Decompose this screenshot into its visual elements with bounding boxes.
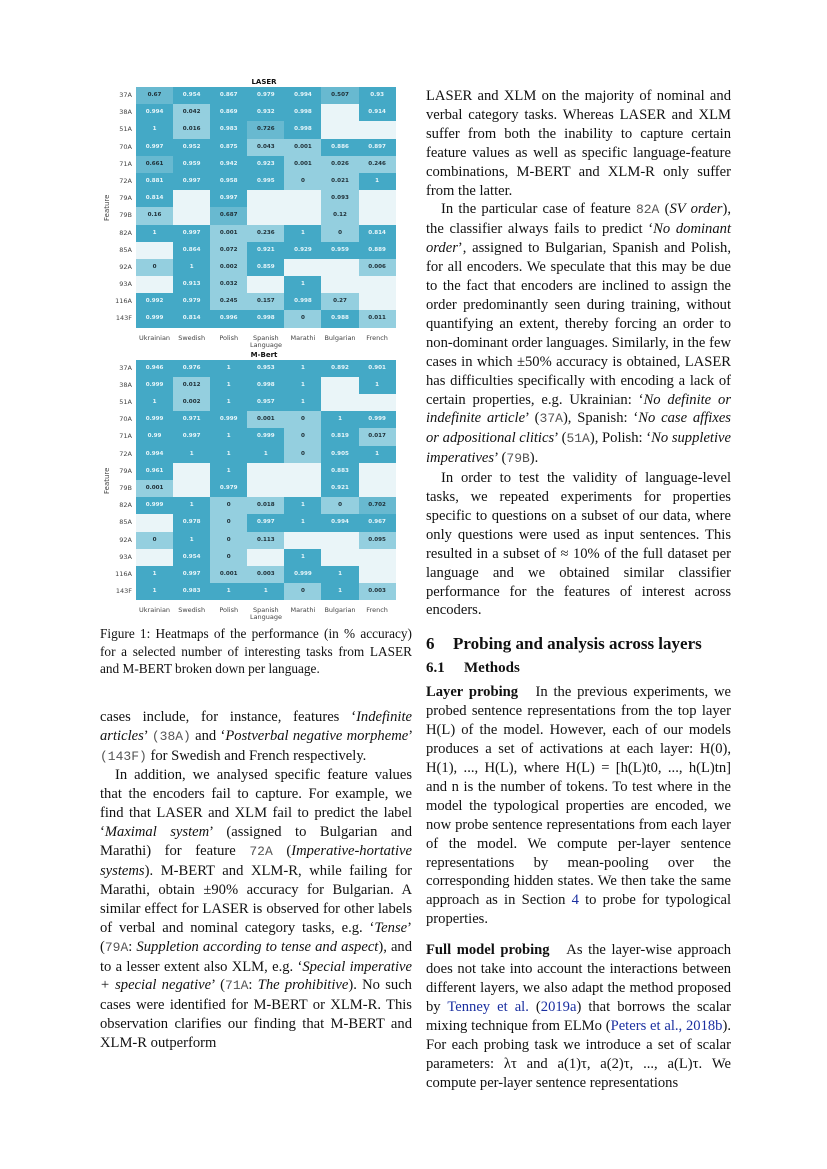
- right-paragraph-2: In the particular case of feature 82A (SV order), the classifier always fails to predict ‘No dominant order’, assigned to Bulgarian, Spanish and Polish, for all encoders. We speculate that this may be due to the fact that encoders are inclined to assign the order predominantly seen during training, without quantifying an extent, thereby forcing an order to non-dominant order languages. Similarly, in the few cases in which ±50% accuracy is obtained, LASER has difficulties specifically with encoding a lack of certain properties, e.g. Ukrainian: ‘No definite or indefinite article’ (37A), Spanish: ‘No case affixes or adpositional clitics’ (51A), Polish: ‘No suppletive imperatives’ (79B).: [426, 201, 732, 467]
- heatmap-cell: 1: [284, 360, 321, 377]
- feature-code: 82A: [635, 202, 660, 218]
- heatmap-cell: 0.954: [173, 87, 210, 104]
- section-link[interactable]: 4: [571, 892, 579, 909]
- heatmap-cell: 0.236: [247, 225, 284, 242]
- heatmap-cell: 0.897: [359, 139, 396, 156]
- heatmap-cell: 0.995: [247, 173, 284, 190]
- heatmap-cell: 0.661: [136, 156, 173, 173]
- heatmap-cell: 0.998: [284, 293, 321, 310]
- full-model-probing-paragraph: Full model probing As the layer-wise approach does not take into account the interactions between different layers, we also adapt the method proposed by Tenney et al. (2019a) that borrows the scalar mixing technique from ELMo (Peters et al., 2018b). For each probing task we introduce a set of scalar parameters: λτ and a(1)τ, a(2)τ, ..., a(L)τ. We compute per-layer sentence representations: [426, 942, 732, 1091]
- heatmap-cell: [359, 566, 396, 583]
- heatmap-cell: 0.886: [321, 139, 358, 156]
- y-tick-label: 85A: [119, 245, 132, 254]
- heatmap-cell: 0.979: [210, 480, 247, 497]
- left-column: [100, 78, 412, 1053]
- y-tick-label: 79B: [119, 483, 132, 492]
- heatmap-cell: 1: [284, 497, 321, 514]
- heatmap-cell: 0.881: [136, 173, 173, 190]
- heatmap-cell: [284, 480, 321, 497]
- heatmap-cell: 0.998: [247, 310, 284, 327]
- heatmap-mbert: [100, 351, 412, 622]
- heatmap-cell: 0.001: [284, 139, 321, 156]
- heatmap-cell: 0.999: [247, 428, 284, 445]
- heatmap-cell: [136, 549, 173, 566]
- y-tick-label: 51A: [119, 398, 132, 406]
- heatmap-cell: [173, 463, 210, 480]
- heatmap-cell: 0.021: [321, 173, 358, 190]
- y-tick-label: 143F: [115, 587, 132, 596]
- heatmap-cell: 0.67: [136, 87, 173, 104]
- heatmap-cell: 1: [173, 532, 210, 549]
- heatmap-cell: 0.018: [247, 497, 284, 514]
- heatmap-grid: [136, 87, 396, 328]
- heatmap-cell: [247, 207, 284, 224]
- heatmap-cell: [359, 293, 396, 310]
- x-tick-label: Spanish: [252, 606, 279, 615]
- heatmap-cell: 0.043: [247, 139, 284, 156]
- heatmap-cell: 0.883: [321, 463, 358, 480]
- x-axis-label: Language: [249, 340, 283, 349]
- heatmap-cell: 0.946: [136, 360, 173, 377]
- heatmap-cell: 0: [210, 497, 247, 514]
- y-tick-label: 79A: [119, 194, 132, 203]
- heatmap-cell: 0.702: [359, 497, 396, 514]
- heatmap-cell: 0.976: [173, 360, 210, 377]
- heatmap-cell: [284, 463, 321, 480]
- heatmap-cell: [136, 242, 173, 259]
- left-paragraph-2: In addition, we analysed specific feature values that the encoders fail to capture. For example, we find that LASER and XLM fail to predict the label ‘Maximal system’ (assigned to Bulgarian and Marathi) for feature 72A (Imperative-hortative systems). M-BERT and XLM-R, while failing for Marathi, obtain ±90% accuracy for Bulgarian. A similar effect for LASER is observed for other labels of verbal and nominal category tasks, e.g. ‘Tense’ (79A: Suppletion according to tense and aspect), and to a lesser extent also XLM, e.g. ‘Special imperative + special negative’ (71A: The prohibitive). No such cases were identified for M-BERT or XLM-R. This observation clarifies our finding that M-BERT and XLM-R outperform: [100, 767, 413, 1052]
- heatmap-cell: [321, 104, 358, 121]
- heatmap-cell: [247, 480, 284, 497]
- heatmap-cell: 0.999: [136, 497, 173, 514]
- heatmap-cell: 1: [284, 377, 321, 394]
- heatmap-cell: [173, 190, 210, 207]
- heatmap-cell: 0.978: [173, 514, 210, 531]
- heatmap-cell: 1: [321, 583, 358, 600]
- heatmap-cell: 0.996: [210, 310, 247, 327]
- heatmap-cell: 0.961: [136, 463, 173, 480]
- heatmap-cell: 0.994: [136, 446, 173, 463]
- y-tick-label: 70A: [119, 142, 132, 151]
- heatmap-cell: 1: [284, 225, 321, 242]
- heatmap-cell: 0.095: [359, 532, 396, 549]
- heatmap-cell: 0.12: [321, 207, 358, 224]
- heatmap-cell: [321, 276, 358, 293]
- heatmap-cell: 0.997: [173, 225, 210, 242]
- heatmap-cell: 0: [284, 583, 321, 600]
- heatmap-cell: [359, 276, 396, 293]
- y-tick-label: 79A: [119, 466, 132, 475]
- heatmap-cell: 0.999: [136, 310, 173, 327]
- heatmap-cell: 0.875: [210, 139, 247, 156]
- section-heading: 6 Probing and analysis across layers: [426, 634, 702, 654]
- citation-link[interactable]: 2019a: [540, 998, 577, 1015]
- heatmap-cell: 1: [284, 514, 321, 531]
- heatmap-cell: [321, 377, 358, 394]
- heatmap-cell: [321, 549, 358, 566]
- heatmap-cell: 0.012: [173, 377, 210, 394]
- heatmap-cell: 0.157: [247, 293, 284, 310]
- heatmap-cell: 0.814: [136, 190, 173, 207]
- heatmap-cell: [136, 514, 173, 531]
- x-tick-label: Bulgarian: [324, 333, 356, 342]
- heatmap-cell: 0: [321, 497, 358, 514]
- heatmap-cell: 1: [210, 463, 247, 480]
- y-tick-label: 85A: [119, 518, 132, 527]
- y-axis-label: Feature: [103, 194, 111, 222]
- x-tick-label: French: [366, 333, 388, 342]
- y-tick-label: 71A: [119, 159, 132, 168]
- x-tick-label: French: [366, 606, 388, 615]
- heatmap-cell: 0.901: [359, 360, 396, 377]
- heatmap-cell: 1: [284, 394, 321, 411]
- x-tick-label: Polish: [219, 606, 239, 615]
- heatmap-cell: 0.006: [359, 259, 396, 276]
- heatmap-cell: 0.093: [321, 190, 358, 207]
- heatmap-laser: [100, 78, 412, 349]
- heatmap-cell: 0.001: [284, 156, 321, 173]
- heatmap-cell: 0: [136, 259, 173, 276]
- heatmap-cell: 0.726: [247, 121, 284, 138]
- x-tick-label: Polish: [219, 333, 239, 342]
- y-tick-label: 143F: [115, 314, 132, 323]
- heatmap-cell: 0.93: [359, 87, 396, 104]
- y-tick-label: 92A: [119, 262, 132, 271]
- heatmap-cell: 1: [173, 497, 210, 514]
- y-tick-label: 116A: [115, 569, 132, 578]
- heatmap-cell: 1: [321, 411, 358, 428]
- heatmap-cell: 0.932: [247, 104, 284, 121]
- heatmap-cell: 0.997: [173, 428, 210, 445]
- feature-code: 79A: [104, 939, 129, 955]
- heatmap-cell: 1: [210, 583, 247, 600]
- heatmap-cell: [247, 190, 284, 207]
- heatmap-cell: [247, 549, 284, 566]
- heatmap-cell: [359, 190, 396, 207]
- heatmap-cell: [247, 463, 284, 480]
- heatmap-cell: 0.994: [321, 514, 358, 531]
- heatmap-cell: [247, 276, 284, 293]
- heatmap-cell: [136, 276, 173, 293]
- heatmap-cell: 0.913: [173, 276, 210, 293]
- heatmap-title: M-Bert: [250, 350, 278, 359]
- citation-link[interactable]: Tenney et al.: [447, 998, 529, 1015]
- heatmap-cell: 0.997: [173, 173, 210, 190]
- heatmap-cell: 0: [284, 446, 321, 463]
- heatmap-cell: 0.994: [136, 104, 173, 121]
- heatmap-cell: 0.914: [359, 104, 396, 121]
- heatmap-cell: 0.953: [247, 360, 284, 377]
- heatmap-cell: 1: [136, 225, 173, 242]
- heatmap-cell: 0.002: [173, 394, 210, 411]
- y-tick-label: 79B: [119, 211, 132, 220]
- heatmap-cell: [359, 394, 396, 411]
- x-tick-label: Bulgarian: [324, 606, 356, 615]
- y-tick-label: 37A: [119, 363, 132, 372]
- heatmap-cell: 0.99: [136, 428, 173, 445]
- heatmap-cell: [321, 121, 358, 138]
- heatmap-cell: [173, 480, 210, 497]
- x-tick-label: Ukrainian: [139, 333, 171, 342]
- y-tick-label: 72A: [119, 449, 132, 458]
- heatmap-cell: 1: [136, 583, 173, 600]
- heatmap-cell: 0.942: [210, 156, 247, 173]
- heatmap-cell: 1: [247, 583, 284, 600]
- y-tick-label: 82A: [119, 501, 132, 510]
- heatmap-cell: [284, 532, 321, 549]
- heatmap-cell: 0: [284, 173, 321, 190]
- heatmap-cell: 1: [210, 377, 247, 394]
- heatmap-cell: 0.011: [359, 310, 396, 327]
- heatmap-cell: 0.859: [247, 259, 284, 276]
- y-tick-label: 82A: [119, 228, 132, 237]
- y-tick-label: 71A: [119, 432, 132, 441]
- heatmap-cell: 1: [136, 394, 173, 411]
- heatmap-cell: 0.072: [210, 242, 247, 259]
- feature-code: 79B: [506, 451, 530, 467]
- heatmap-cell: 0.958: [210, 173, 247, 190]
- heatmap-cell: 0.979: [247, 87, 284, 104]
- heatmap-cell: 0.819: [321, 428, 358, 445]
- x-tick-label: Spanish: [252, 333, 279, 342]
- y-tick-label: 93A: [119, 280, 132, 289]
- heatmap-cell: 1: [210, 446, 247, 463]
- heatmap-cell: 1: [173, 259, 210, 276]
- heatmap-cell: [321, 532, 358, 549]
- heatmap-cell: [359, 207, 396, 224]
- heatmap-cell: 0.967: [359, 514, 396, 531]
- heatmap-cell: 0.003: [247, 566, 284, 583]
- heatmap-cell: 0.923: [247, 156, 284, 173]
- y-tick-label: 38A: [119, 380, 132, 389]
- heatmap-cell: 0.998: [284, 104, 321, 121]
- heatmap-cell: 0.983: [210, 121, 247, 138]
- heatmap-cell: 0.999: [210, 411, 247, 428]
- y-tick-label: 51A: [119, 125, 132, 134]
- heatmap-cell: 0.001: [210, 566, 247, 583]
- heatmap-cell: [284, 190, 321, 207]
- heatmap-cell: [284, 207, 321, 224]
- heatmap-cell: 0.979: [173, 293, 210, 310]
- heatmap-cell: 0.814: [359, 225, 396, 242]
- y-axis-label: Feature: [103, 467, 111, 495]
- heatmap-cell: 1: [284, 549, 321, 566]
- heatmap-cell: 0.113: [247, 532, 284, 549]
- subsection-heading: 6.1 Methods: [426, 660, 520, 677]
- heatmap-cell: 0.921: [247, 242, 284, 259]
- right-paragraph-1: LASER and XLM on the majority of nominal and verbal category tasks. Whereas LASER and XLM suffer from both the inability to capture certain feature values as well as specific language-feature combinations, M-BERT and XLM-R only suffer from the latter.: [426, 88, 731, 199]
- heatmap-cell: 0.246: [359, 156, 396, 173]
- heatmap-cell: 0: [136, 532, 173, 549]
- heatmap-cell: 1: [247, 446, 284, 463]
- left-paragraph-1: cases include, for instance, features ‘Indefinite articles’ (38A) and ‘Postverbal negative morpheme’ (143F) for Swedish and French respectively.: [100, 708, 412, 764]
- heatmap-cell: 0.001: [210, 225, 247, 242]
- heatmap-cell: 0.997: [136, 139, 173, 156]
- heatmap-cell: 1: [359, 377, 396, 394]
- heatmap-cell: [359, 121, 396, 138]
- heatmap-cell: 0.245: [210, 293, 247, 310]
- feature-code: 37A: [539, 411, 563, 427]
- heatmap-cell: 0.814: [173, 310, 210, 327]
- right-column: [426, 87, 731, 1092]
- heatmap-cell: [173, 207, 210, 224]
- figure-caption: Figure 1: Heatmaps of the performance (in % accuracy) for a selected number of interesting tasks from LASER and M-BERT broken down per language.: [100, 626, 412, 677]
- x-tick-label: Swedish: [178, 333, 206, 342]
- y-tick-label: 116A: [115, 297, 132, 306]
- heatmap-cell: 0.032: [210, 276, 247, 293]
- heatmap-cell: 0.026: [321, 156, 358, 173]
- citation-link[interactable]: Peters et al., 2018b: [610, 1017, 723, 1034]
- x-tick-label: Marathi: [290, 333, 316, 342]
- heatmap-cell: 0.999: [136, 411, 173, 428]
- heatmap-cell: 0.001: [247, 411, 284, 428]
- heatmap-cell: 0.929: [284, 242, 321, 259]
- heatmap-cell: 0.997: [173, 566, 210, 583]
- heatmap-cell: 1: [136, 566, 173, 583]
- heatmap-cell: 0.001: [136, 480, 173, 497]
- heatmap-cell: 0.864: [173, 242, 210, 259]
- heatmap-cell: 1: [210, 394, 247, 411]
- heatmap-cell: 0.997: [247, 514, 284, 531]
- heatmap-cell: 1: [321, 566, 358, 583]
- heatmap-cell: 1: [136, 121, 173, 138]
- heatmap-cell: 0.954: [173, 549, 210, 566]
- x-tick-label: Swedish: [178, 606, 206, 615]
- heatmap-cell: 0.889: [359, 242, 396, 259]
- heatmap-cell: 0.921: [321, 480, 358, 497]
- y-tick-label: 37A: [119, 91, 132, 99]
- right-paragraph-3: In order to test the validity of language-level tasks, we repeated experiments for properties specific to questions on a subset of our data, where only questions were used as input sentences. This resulted in a subset of ≈ 10% of the full dataset per language and we obtained similar classifier performance for the features of interest across encoders.: [426, 470, 731, 619]
- heatmap-cell: 1: [210, 360, 247, 377]
- heatmap-cell: 0.869: [210, 104, 247, 121]
- feature-code: (143F): [100, 748, 147, 764]
- y-tick-label: 72A: [119, 176, 132, 185]
- feature-code: 71A: [225, 978, 249, 994]
- y-tick-label: 70A: [119, 415, 132, 424]
- heatmap-cell: 0: [321, 225, 358, 242]
- x-tick-label: Ukrainian: [139, 606, 171, 615]
- heatmap-cell: 0.16: [136, 207, 173, 224]
- heatmap-cell: 0.994: [284, 87, 321, 104]
- heatmap-cell: 0.003: [359, 583, 396, 600]
- y-tick-label: 93A: [119, 552, 132, 561]
- heatmap-grid: [136, 360, 396, 601]
- heatmap-cell: 1: [359, 446, 396, 463]
- heatmap-cell: 0: [284, 310, 321, 327]
- heatmap-cell: 0.992: [136, 293, 173, 310]
- heatmap-cell: 0.998: [247, 377, 284, 394]
- heatmap-cell: 0.002: [210, 259, 247, 276]
- heatmap-cell: 1: [173, 446, 210, 463]
- heatmap-cell: 0.952: [173, 139, 210, 156]
- heatmap-cell: 0.892: [321, 360, 358, 377]
- heatmap-cell: 1: [284, 276, 321, 293]
- heatmap-cell: 0.867: [210, 87, 247, 104]
- heatmap-cell: 0.999: [359, 411, 396, 428]
- heatmap-cell: [321, 259, 358, 276]
- heatmap-cell: 0: [210, 532, 247, 549]
- feature-code: 51A: [566, 431, 590, 447]
- heatmap-cell: [359, 549, 396, 566]
- heatmap-cell: 0: [284, 411, 321, 428]
- heatmap-cell: 0.042: [173, 104, 210, 121]
- heatmap-cell: [359, 480, 396, 497]
- x-tick-label: Marathi: [290, 606, 316, 615]
- heatmap-cell: 0.959: [173, 156, 210, 173]
- heatmap-cell: 0: [210, 549, 247, 566]
- layer-probing-paragraph: Layer probing In the previous experiments, we probed sentence representations from the top layer H(L) of the model. However, each of our models produces a set of activations at each layer: H(0), H(1), ..., H(L), where H(L) = [h(L)t0, ..., h(L)tn] and n is the number of tokens. To test where in the model the typological properties are encoded, we now probe sentence representations from each layer of the model. We compute per-layer sentence representations by mean-pooling over the corresponding hidden states. We then take the same approach as in Section 4 to probe for typological properties.: [426, 684, 731, 928]
- heatmap-cell: 0.957: [247, 394, 284, 411]
- heatmap-cell: 0.983: [173, 583, 210, 600]
- heatmap-cell: 0.959: [321, 242, 358, 259]
- y-tick-label: 38A: [119, 108, 132, 117]
- heatmap-cell: [359, 463, 396, 480]
- x-axis-label: Language: [249, 613, 283, 622]
- heatmap-cell: 0.988: [321, 310, 358, 327]
- heatmap-cell: 0.687: [210, 207, 247, 224]
- heatmap-cell: 0: [210, 514, 247, 531]
- heatmap-cell: 0.999: [136, 377, 173, 394]
- y-tick-label: 92A: [119, 535, 132, 544]
- heatmap-cell: 1: [210, 428, 247, 445]
- feature-code: 72A: [249, 844, 273, 860]
- feature-code: (38A): [151, 728, 191, 744]
- heatmap-cell: [321, 394, 358, 411]
- heatmap-cell: 0.27: [321, 293, 358, 310]
- heatmap-cell: 0.016: [173, 121, 210, 138]
- heatmap-cell: 0.971: [173, 411, 210, 428]
- heatmap-cell: 0.999: [284, 566, 321, 583]
- heatmap-title: LASER: [251, 78, 277, 86]
- heatmap-cell: 0.998: [284, 121, 321, 138]
- heatmap-cell: 0.905: [321, 446, 358, 463]
- heatmap-cell: 0.017: [359, 428, 396, 445]
- heatmap-cell: 0: [284, 428, 321, 445]
- heatmap-cell: [284, 259, 321, 276]
- heatmap-cell: 0.507: [321, 87, 358, 104]
- heatmap-cell: 0.997: [210, 190, 247, 207]
- heatmap-cell: 1: [359, 173, 396, 190]
